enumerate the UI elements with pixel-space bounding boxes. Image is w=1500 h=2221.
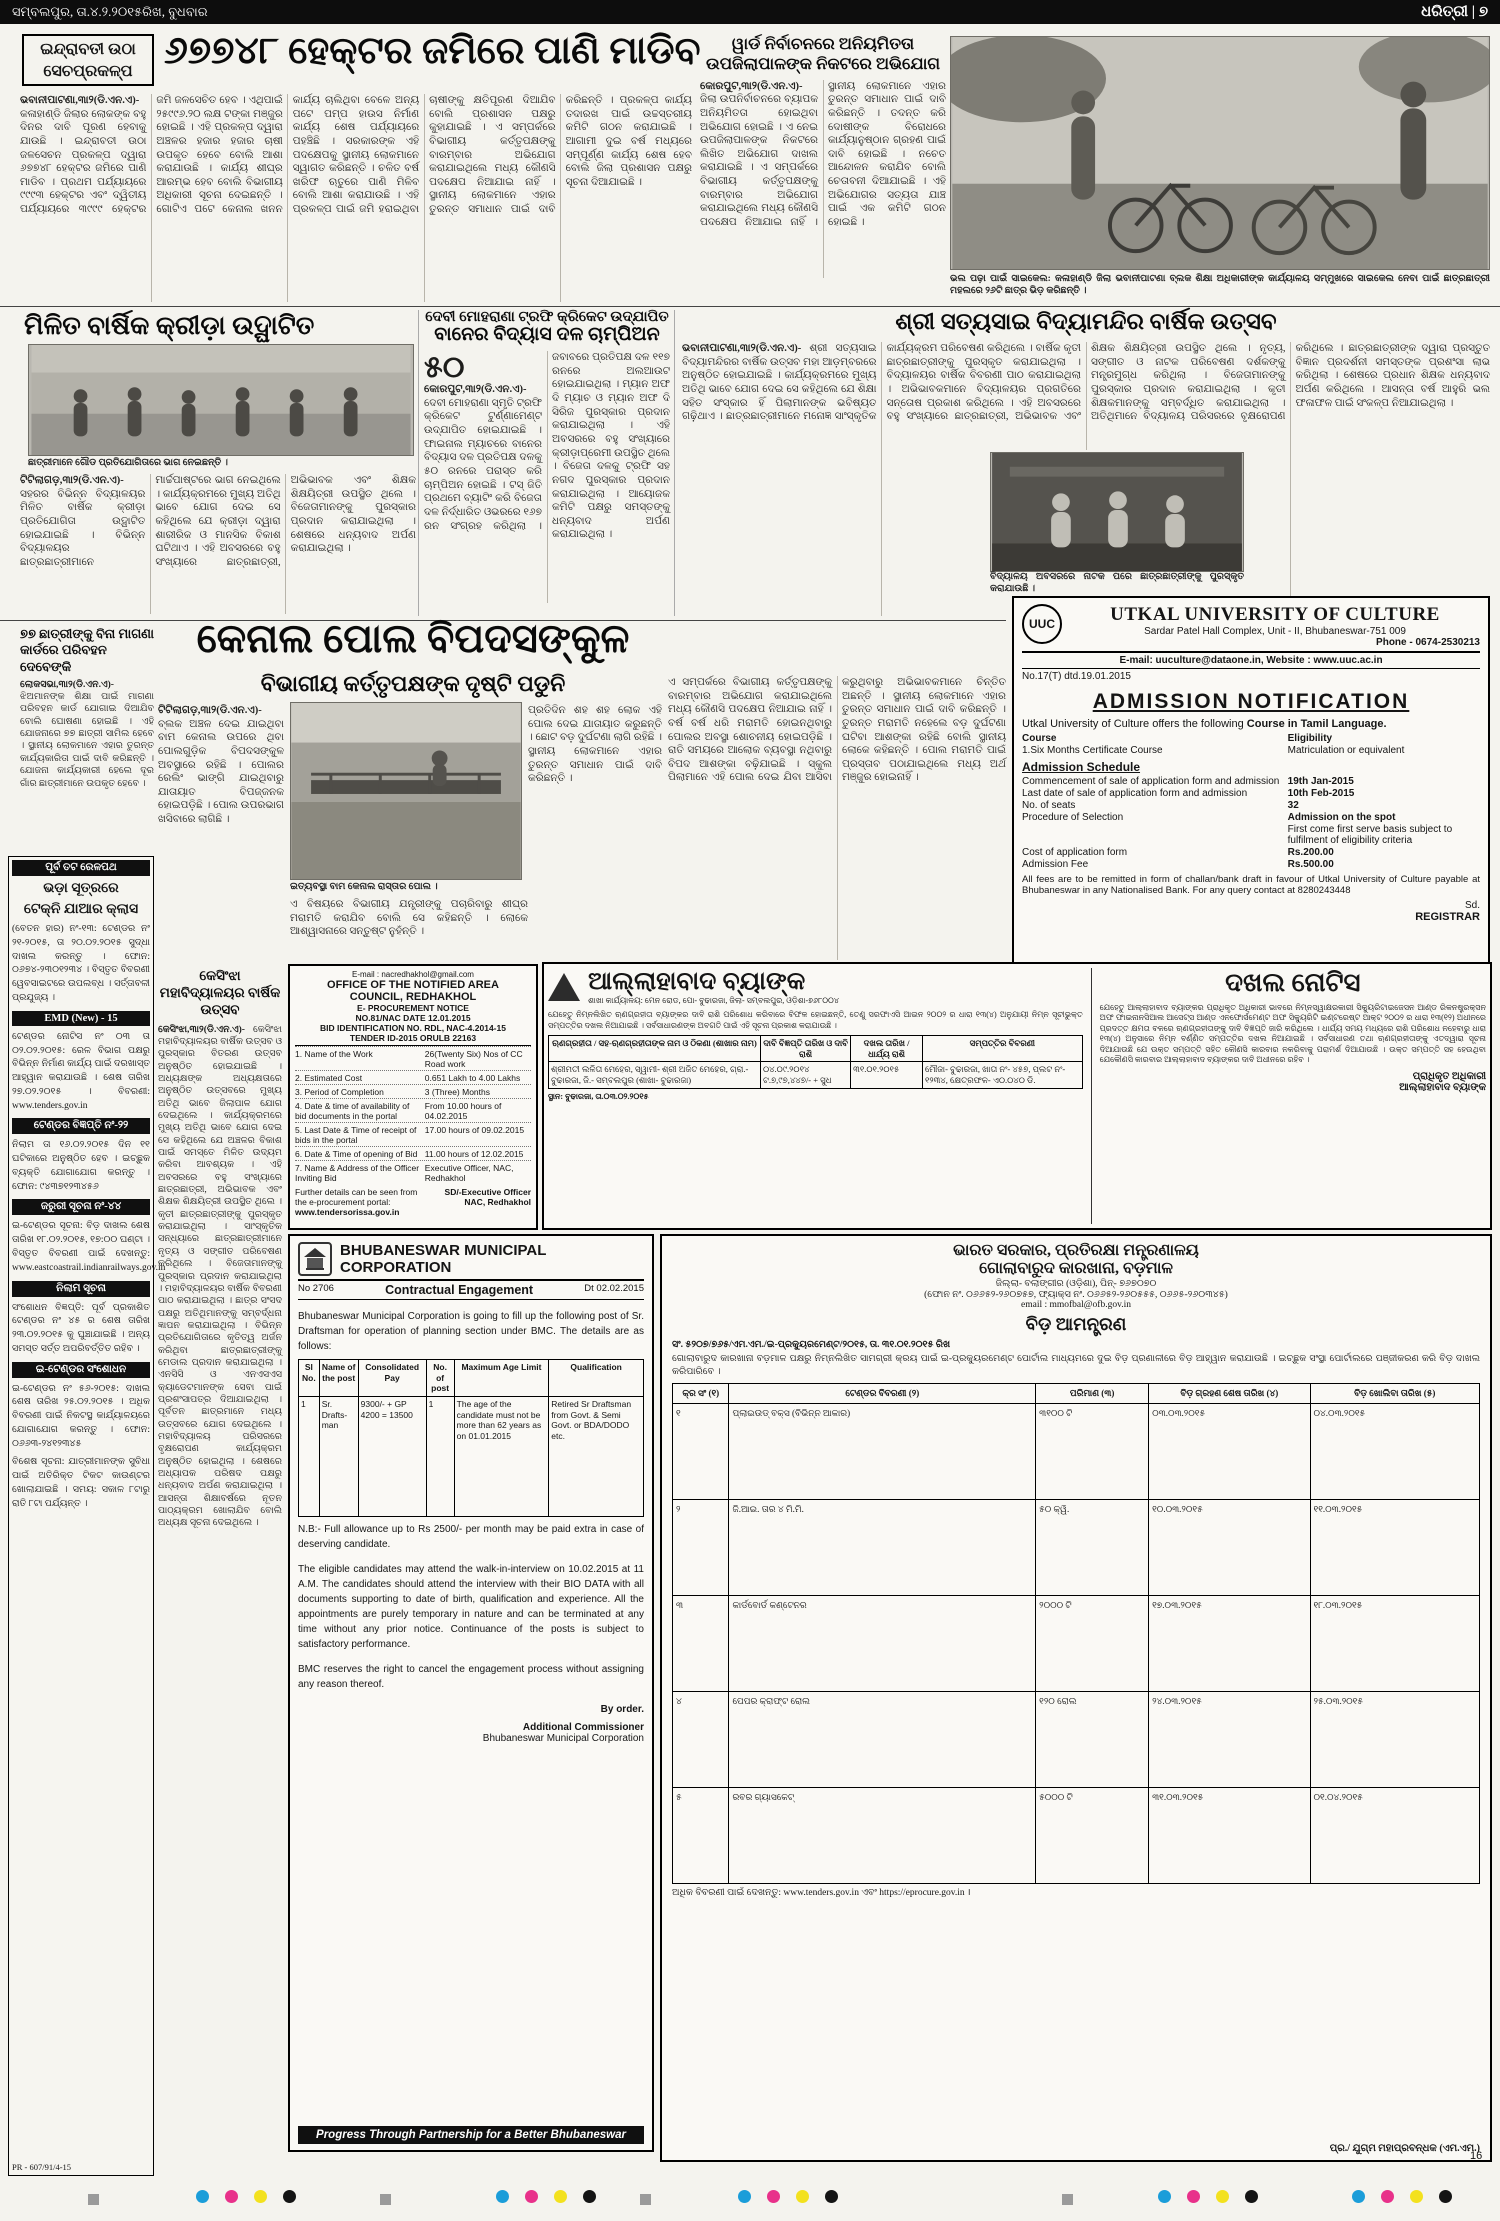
gov-cell: ଜି.ଆଇ. ତାର ୪ ମି.ମି. bbox=[729, 1499, 1036, 1595]
nac-item-label: 6. Date & Time of opening of Bid bbox=[295, 1148, 418, 1159]
gov-cell: ୨୪.୦୩.୨୦୧୫ bbox=[1149, 1691, 1310, 1787]
reg-dot-cyan bbox=[738, 2190, 751, 2203]
nac-item-value: 0.651 Lakh to 4.00 Lakhs bbox=[424, 1072, 521, 1083]
classified-header-bar: ଜରୁରୀ ସୂଚନା ନଂ-୪୪ bbox=[12, 1199, 150, 1215]
university-logo-icon: UUC bbox=[1022, 604, 1062, 644]
bmc-table-header-row bbox=[299, 1360, 644, 1397]
sports-body-text: ସହରର ବିଭିନ୍ନ ବିଦ୍ୟାଳୟର ମିଳିତ ବାର୍ଷିକ କ୍ରୀଡ଼ା ପ୍ରତିଯୋଗିତା ଉଦ୍ଘାଟିତ ହୋଇଯାଇଛି । ବିଭିନ୍ନ ବିଦ୍ୟାଳୟର ଛାତ୍ରଛାତ୍ରୀମାନେ ମାର୍ଚ୍ଚପାଷ୍ଟରେ ଭାଗ ନେଇଥିଲେ । କାର୍ଯ୍ୟକ୍ରମରେ ମୁଖ୍ୟ ଅତିଥି ଭାବେ ଯୋଗ ଦେଇ ସେ କହିଥିଲେ ଯେ କ୍ରୀଡ଼ା ଦ୍ୱାରା ଶାରୀରିକ ଓ ମାନସିକ ବିକାଶ ଘଟିଥାଏ । ଏହି ଅବସରରେ ବହୁ ସଂଖ୍ୟାରେ ଛାତ୍ରଛାତ୍ରୀ, ଅଭିଭାବକ ଏବଂ ଶିକ୍ଷକ ଶିକ୍ଷୟିତ୍ରୀ ଉପସ୍ଥିତ ଥିଲେ । ବିଜେତାମାନଙ୍କୁ ପୁରସ୍କାର ପ୍ରଦାନ କରାଯାଇଥିଲା । ଶେଷରେ ଧନ୍ୟବାଦ ଅର୍ପଣ କରାଯାଇଥିଲା । bbox=[20, 475, 416, 568]
nac-sign-line2: NAC, Redhakhol bbox=[464, 1197, 531, 1207]
schedule-value: First come first serve basis subject to fulfilment of eligibility criteria bbox=[1287, 824, 1453, 846]
sports-headline: ମିଳିତ ବାର୍ଷିକ କ୍ରୀଡ଼ା ଉଦ୍ଘାଟିତ bbox=[24, 311, 315, 340]
nac-item-row bbox=[295, 1070, 531, 1084]
photo-canal-bridge-art bbox=[291, 703, 521, 879]
girls-body-text: ଝିଅମାନଙ୍କ ଶିକ୍ଷା ପାଇଁ ମାଗଣା ପରିବହନ କାର୍ଡ ଯୋଗାଇ ଦିଆଯିବ ବୋଲି ଘୋଷଣା ହୋଇଛି । ଏହି ଯୋଜନାରେ ୭୭ ଛାତ୍ରୀ ସାମିଲ ହେବେ । ସ୍ଥାନୀୟ ଲୋକମାନେ ଏହାର ତୁରନ୍ତ କାର୍ଯ୍ୟକାରିତା ପାଇଁ ଦାବି କରିଛନ୍ତି । ଯୋଜନା କାର୍ଯ୍ୟକାରୀ ହେଲେ ଦୂର ଗାଁର ଛାତ୍ରୀମାନେ ଉପକୃତ ହେବେ । bbox=[20, 692, 154, 789]
bmc-emblem-icon bbox=[298, 1242, 332, 1276]
bmc-post-table bbox=[298, 1359, 644, 1517]
ordnance-factory-notice bbox=[660, 1234, 1492, 2162]
color-registration-marks bbox=[496, 2190, 596, 2203]
gov-cell: ୦୩.୦୩.୨୦୧୫ bbox=[1149, 1403, 1310, 1499]
reg-dot-yellow bbox=[1216, 2190, 1229, 2203]
classified-header-bar: ନିଲାମ ସୂଚନା bbox=[12, 1281, 150, 1297]
classified-ad: ବିଶେଷ ସୂଚନା: ଯାତ୍ରୀମାନଙ୍କ ସୁବିଧା ପାଇଁ ଅତିରିକ୍ତ ଟିକଟ କାଉଣ୍ଟର ଖୋଲାଯାଇଛି । ସମୟ: ସକାଳ ୮ଟାରୁ ରାତି ୮ଟା ପର୍ଯ୍ୟନ୍ତ । bbox=[12, 1457, 150, 1509]
classified-header-bar: ଇ-ଟେଣ୍ଡର ସଂଶୋଧନ bbox=[12, 1362, 150, 1378]
reg-square bbox=[640, 2192, 651, 2210]
schedule-label: Last date of sale of application form and admission bbox=[1022, 788, 1248, 799]
gov-cell: ୪ bbox=[673, 1691, 729, 1787]
gov-intro: ଗୋଲାବାରୁଦ କାରଖାନା ବଡ଼ମାଳ ପକ୍ଷରୁ ନିମ୍ନଲିଖିତ ସାମଗ୍ରୀ କ୍ରୟ ପାଇଁ ଇ-ପ୍ରକ୍ୟୁରମେଣ୍ଟ ପୋର୍ଟାଲ ମାଧ୍ୟମରେ ଦୁଇ ବିଡ଼ ପ୍ରଣାଳୀରେ ବିଡ଼ ଆହ୍ୱାନ କରାଯାଉଛି । ଇଚ୍ଛୁକ ସଂସ୍ଥା ପୋର୍ଟାଲରେ ପଞ୍ଜୀକରଣ କରି ବିଡ଼ ଦାଖଲ କରିପାରିବେ । bbox=[672, 1354, 1480, 1378]
bmc-by-order: By order. bbox=[600, 1703, 644, 1715]
gov-tender-table bbox=[672, 1383, 1480, 1884]
bmc-nb-note: N.B:- Full allowance up to Rs 2500/- per month may be paid extra in case of deserving candidate. bbox=[298, 1523, 644, 1550]
gov-header-line2: ଗୋଲାବାରୁଦ କାରଖାନା, ବଡ଼ମାଳ bbox=[979, 1260, 1173, 1277]
photo-canal-bridge bbox=[290, 702, 522, 880]
utkal-intro-pre: Utkal University of Culture offers the following bbox=[1022, 718, 1244, 730]
classified-header-bar: ପୂର୍ବ ତଟ ରେଳପଥ bbox=[12, 860, 150, 876]
bmc-table-data-row bbox=[299, 1396, 644, 1516]
reg-dot-black bbox=[825, 2190, 838, 2203]
bank-logo-icon bbox=[548, 973, 580, 1001]
gov-col-close-date: ବିଡ଼ ଗ୍ରହଣ ଶେଷ ତାରିଖ (୪) bbox=[1149, 1383, 1310, 1403]
kesinga-article bbox=[158, 968, 282, 2158]
sports-body bbox=[20, 474, 416, 614]
utkal-sd: Sd. bbox=[1464, 900, 1480, 911]
nac-tender-id: TENDER ID-2015 ORULB 22163 bbox=[295, 1033, 531, 1046]
color-registration-marks bbox=[196, 2190, 296, 2203]
bmc-intro: Bhubaneswar Municipal Corporation is going to fill up the following post of Sr. Draftsman for operation of planning section under BMC. The details are as follows: bbox=[298, 1311, 644, 1352]
reg-dot-yellow bbox=[796, 2190, 809, 2203]
university-name: UTKAL UNIVERSITY OF CULTURE bbox=[1110, 604, 1440, 625]
photo-sports-march-art bbox=[29, 345, 413, 455]
cricket-body bbox=[424, 351, 670, 603]
cricket-dateline: କୋରପୁଟ,୩ା୨(ଡି.ଏନ.ଏ)- bbox=[424, 384, 527, 396]
sai-dateline: ଭବାନୀପାଟଣା,୩ା୨(ଡି.ଏନ.ଏ)- bbox=[682, 343, 802, 354]
bank-col-possession-date: ଦଖଲ ତାରିଖ / ଧାର୍ଯ୍ୟ ରାଶି bbox=[851, 1036, 923, 1062]
canal-subhead: ବିଭାଗୀୟ କର୍ତ୍ତୃପକ୍ଷଙ୍କ ଦୃଷ୍ଟି ପଡୁନି bbox=[260, 671, 566, 696]
page-header-bar bbox=[0, 0, 1500, 24]
photo-sai-stage-art bbox=[991, 453, 1243, 571]
photo-cycle-distribution bbox=[950, 36, 1490, 270]
bank-possession-table bbox=[548, 1035, 1083, 1089]
schedule-label: No. of seats bbox=[1022, 800, 1076, 811]
color-registration-marks bbox=[1352, 2190, 1452, 2203]
lead-dateline: ଭବାନୀପାଟଣା,୩ା୨(ଡି.ଏନ.ଏ)- bbox=[20, 95, 140, 106]
girls-body bbox=[20, 679, 154, 790]
bmc-cell-sl: 1 bbox=[299, 1396, 320, 1516]
bmc-col-pay: Consolidated Pay bbox=[358, 1360, 426, 1397]
bank-cell-property: ମୌଜା- ବୁଢାରଜା, ଖାତା ନଂ- ୪୫୭, ପ୍ଲଟ ନଂ- ୧୨୩୪, କ୍ଷେତ୍ରଫଳ- ଏ୦.୦୪୦ ଡି. bbox=[922, 1062, 1082, 1088]
page-number: ୭ bbox=[1478, 4, 1488, 20]
reg-dot-magenta bbox=[1187, 2190, 1200, 2203]
bmc-col-qualification: Qualification bbox=[549, 1360, 644, 1397]
bmc-col-age: Maximum Age Limit bbox=[454, 1360, 549, 1397]
lead-kicker bbox=[22, 34, 154, 86]
schedule-row bbox=[1022, 847, 1480, 858]
bmc-name: BHUBANESWAR MUNICIPAL CORPORATION bbox=[340, 1242, 547, 1276]
bank-col-borrower: ଋଣଗ୍ରହୀତା / ସହ-ଋଣଗ୍ରହୀତାଙ୍କ ନାମ ଓ ଠିକଣା (ଶାଖାର ନାମ) bbox=[549, 1036, 761, 1062]
nac-item-label: 7. Name & Address of the Officer Inviting Bid bbox=[295, 1162, 420, 1183]
nac-footer-text: Further details can be seen from the e-procurement portal: bbox=[295, 1187, 418, 1207]
schedule-label bbox=[1022, 824, 1288, 846]
reg-dot-black bbox=[1439, 2190, 1452, 2203]
reg-dot-cyan bbox=[496, 2190, 509, 2203]
canal-body-left bbox=[158, 704, 284, 960]
nac-item-row bbox=[295, 1160, 531, 1184]
side-article-headline: ୱାର୍ଡ ନିର୍ବାଚନରେ ଅନିୟମିତତା ଉପଜିଲାପାଳଙ୍କ ନିକଟରେ ଅଭିଯୋଗ bbox=[705, 34, 941, 73]
classified-ad: ଟେଣ୍ଡର ନୋଟିସ ନଂ ୦୩ ତା ୦୨.୦୨.୨୦୧୫: ରେଳ ବିଭାଗ ପକ୍ଷରୁ ବିଭିନ୍ନ ନିର୍ମାଣ କାର୍ଯ୍ୟ ପାଇଁ ଦରଖାସ୍ତ ଆହ୍ୱାନ କରାଯାଉଛି । ଶେଷ ତାରିଖ ୨୭.୦୨.୨୦୧୫ । ବିବରଣୀ: www.tenders.gov.in bbox=[12, 1031, 150, 1111]
bank-branch-address: ଶାଖା କାର୍ଯ୍ୟାଳୟ: ମେନ ରୋଡ, ପୋ- ବୁଢାରଜା, ଜିଲା- ସମ୍ବଲପୁର, ଓଡ଼ିଶା-୭୬୮୦୦୪ bbox=[588, 996, 839, 1005]
gov-cell: ୨ bbox=[673, 1499, 729, 1595]
nac-bid-id: BID IDENTIFICATION NO. RDL, NAC-4.2014-15 bbox=[320, 1023, 506, 1033]
bank-table-header-row bbox=[549, 1036, 1083, 1062]
bank-cell-possession-date: ୩୧.୦୧.୨୦୧୫ bbox=[851, 1062, 923, 1088]
schedule-label: Admission Fee bbox=[1022, 859, 1089, 870]
classifieds-column bbox=[8, 856, 166, 2176]
cricket-headline-main: ବାନେର ବିଦ୍ୟାସ ଦଳ ଚାମ୍ପିଅନ bbox=[434, 324, 660, 346]
lead-kicker-line1: ଇନ୍ଦ୍ରାବତୀ ଉଠା bbox=[40, 41, 136, 58]
university-phone: Phone - 0674-2530213 bbox=[1376, 637, 1480, 648]
photo-sports-caption: ଛାତ୍ରୀମାନେ ଗୌଡ ପ୍ରତିଯୋଗିତାରେ ଭାଗ ନେଇଛନ୍ତି । bbox=[28, 458, 228, 468]
masthead bbox=[1421, 3, 1488, 21]
registrar-signature: REGISTRAR bbox=[1415, 911, 1480, 923]
girls-headline: ୭୭ ଛାତ୍ରୀଙ୍କୁ ବିନା ମାଗଣା କାର୍ଡରେ ପରିବହନ ଦେବେଙ୍କି bbox=[20, 626, 154, 674]
gov-cell: ୩୧୦୦ ଟି bbox=[1036, 1403, 1149, 1499]
dateline: ସମ୍ବଲପୁର, ତା.୪.୨.୨୦୧୫ରିଖ, ବୁଧବାର bbox=[12, 4, 208, 19]
gov-cell: ୦୪.୦୩.୨୦୧୫ bbox=[1310, 1403, 1480, 1499]
bmc-notice-date: Dt 02.02.2015 bbox=[584, 1283, 644, 1294]
nac-item-row bbox=[295, 1084, 531, 1098]
nac-item-row bbox=[295, 1146, 531, 1160]
masthead-title: ଧରିତ୍ରୀ bbox=[1421, 4, 1468, 20]
photo-sai-caption: ବିଦ୍ୟାଳୟ ଅବସରରେ ନାଟକ ପରେ ଛାତ୍ରଛାତ୍ରୀଙ୍କୁ ପୁରସ୍କୃତ କରାଯାଉଛି । bbox=[990, 572, 1244, 594]
kesinga-headline: କେସିଂଝା ମହାବିଦ୍ୟାଳୟର ବାର୍ଷିକ ଉତ୍ସବ bbox=[159, 968, 281, 1017]
photo-sai-stage bbox=[990, 452, 1244, 572]
bmc-paragraph-rights: BMC reserves the right to cancel the engagement process without assigning any reason thereof. bbox=[298, 1663, 644, 1690]
gov-cell: ୫ bbox=[673, 1787, 729, 1883]
gov-header-line1: ଭାରତ ସରକାର, ପ୍ରତିରକ୍ଷା ମନ୍ତ୍ରଣାଳୟ bbox=[953, 1242, 1199, 1259]
bmc-col-post: Name of the post bbox=[319, 1360, 358, 1397]
utkal-ref-no: No.17(T) dtd.19.01.2015 bbox=[1022, 671, 1131, 682]
reg-dot-cyan bbox=[196, 2190, 209, 2203]
schedule-value: Rs.500.00 bbox=[1287, 859, 1334, 870]
nac-item-label: 4. Date & time of availability of bid documents in the portal bbox=[295, 1100, 410, 1121]
gov-cell: ୧୦.୦୩.୨୦୧୫ bbox=[1149, 1499, 1310, 1595]
cricket-body-text: ଦେବୀ ମୋହରାଣା ସ୍ମୃତି ଟ୍ରଫି କ୍ରିକେଟ ଟୁର୍ଣ୍ଣାମେଣ୍ଟ ଉଦ୍ଯାପିତ ହୋଇଯାଇଛି । ଫାଇନାଲ ମ୍ୟାଚରେ ବାନେର ବିଦ୍ୟାସ ଦଳ ପ୍ରତିପକ୍ଷ ଦଳକୁ ୫୦ ରନରେ ପରାସ୍ତ କରି ଚାମ୍ପିଅନ ହୋଇଛି । ଟସ୍ ଜିତି ପ୍ରଥମେ ବ୍ୟାଟିଂ କରି ବିଜେତା ଦଳ ନିର୍ଦ୍ଧାରିତ ଓଭରରେ ୧୬୭ ରନ ସଂଗ୍ରହ କରିଥିଲା । ଜବାବରେ ପ୍ରତିପକ୍ଷ ଦଳ ୧୧୭ ରନରେ ଅଲଆଉଟ ହୋଇଯାଇଥିଲା । ମ୍ୟାନ ଅଫ ଦି ମ୍ୟାଚ ଓ ମ୍ୟାନ ଅଫ ଦି ସିରିଜ ପୁରସ୍କାର ପ୍ରଦାନ କରାଯାଇଥିଲା । ଏହି ଅବସରରେ ବହୁ ସଂଖ୍ୟାରେ କ୍ରୀଡ଼ାପ୍ରେମୀ ଉପସ୍ଥିତ ଥିଲେ । ବିଜେତା ଦଳକୁ ଟ୍ରଫି ସହ ନଗଦ ପୁରସ୍କାର ପ୍ରଦାନ କରାଯାଇଥିଲା । ଆୟୋଜକ କମିଟି ପକ୍ଷରୁ ସମସ୍ତଙ୍କୁ ଧନ୍ୟବାଦ ଅର୍ପଣ କରାଯାଇଥିଲା । bbox=[424, 352, 670, 541]
schedule-value: 32 bbox=[1287, 800, 1299, 811]
course-eligibility: Matriculation or equivalent bbox=[1287, 745, 1405, 756]
side-article-body-text: ଜିଲା ଉପନିର୍ବାଚନରେ ବ୍ୟାପକ ଅନିୟମିତତା ହୋଇଥିବା ଅଭିଯୋଗ ହୋଇଛି । ଏ ନେଇ ଉପଜିଲାପାଳଙ୍କ ନିକଟରେ ଲିଖିତ ଅଭିଯୋଗ ଦାଖଲ କରାଯାଇଛି । ଏ ସମ୍ପର୍କରେ ବିଭାଗୀୟ କର୍ତ୍ତୃପକ୍ଷଙ୍କୁ ବାରମ୍ବାର ଅଭିଯୋଗ କରାଯାଇଥିଲେ ମଧ୍ୟ କୌଣସି ପଦକ୍ଷେପ ନିଆଯାଇ ନାହିଁ । ସ୍ଥାନୀୟ ଲୋକମାନେ ଏହାର ତୁରନ୍ତ ସମାଧାନ ପାଇଁ ଦାବି କରିଛନ୍ତି । ତଦନ୍ତ କରି ଦୋଷୀଙ୍କ ବିରୋଧରେ କାର୍ଯ୍ୟାନୁଷ୍ଠାନ ଗ୍ରହଣ ପାଇଁ ଦାବି ହୋଇଛି । ନଚେତ ଆନ୍ଦୋଳନ କରାଯିବ ବୋଲି ଚେତାବନୀ ଦିଆଯାଇଛି । ଏହି ଅଭିଯୋଗର ସତ୍ୟତା ଯାଞ୍ଚ ପାଇଁ ଏକ କମିଟି ଗଠନ ହୋଇଛି । bbox=[700, 80, 946, 228]
schedule-row bbox=[1022, 824, 1480, 846]
gov-cell: ୧୮.୦୩.୨୦୧୫ bbox=[1310, 1595, 1480, 1691]
lead-kicker-line2: ସେଚପ୍ରକଳ୍ପ bbox=[43, 62, 133, 80]
gov-cell: ୧୭.୦୩.୨୦୧୫ bbox=[1149, 1595, 1310, 1691]
gov-header-line3: ଜିଲ୍ଲା- ବଲାଙ୍ଗୀର (ଓଡ଼ିଶା), ପିନ୍- ୭୬୭୦୭୦ bbox=[995, 1279, 1157, 1289]
photo-sports-march bbox=[28, 344, 414, 456]
photo-cycle-caption: ଭଲ ପଢ଼ା ପାଇଁ ସାଇକେଲ: କଳାହାଣ୍ଡି ଜିଲା ଭବାନୀପାଟଣା ବ୍ଲକ ଶିକ୍ଷା ଅଧିକାରୀଙ୍କ କାର୍ଯ୍ୟାଳୟ ସମ୍ମୁଖରେ ସାଇକେଲ ନେବା ପାଇଁ ଛାତ୍ରଛାତ୍ରୀ ମହଲରେ ୨୬ଟି ଛାତ୍ର ଭିଡ଼ କରିଛନ୍ତି । bbox=[950, 274, 1490, 296]
gov-cell: ପ୍ଲାଇଉଡ୍ ବକ୍ସ (ବିଭିନ୍ନ ଆକାର) bbox=[729, 1403, 1036, 1499]
classified-ad: (ବେତନ ହାର) ନଂ-୧୩: ଟେଣ୍ଡର ନଂ ୨୧-୨୦୧୫, ତା ୨୦.୦୨.୨୦୧୫ ସୁଦ୍ଧା ଦାଖଲ କରନ୍ତୁ । ଫୋନ: ୦୬୭୪-୨୩୦୧୨୩୪ । ବିସ୍ତୃତ ବିବରଣୀ ୱେବସାଇଟରେ ଉପଲବ୍ଧ । ସର୍ତ୍ତାବଳୀ ପ୍ରଯୁଜ୍ୟ । bbox=[12, 924, 150, 1004]
nac-item-label: 2. Estimated Cost bbox=[295, 1072, 363, 1083]
university-email-web: E-mail: uuculture@dataone.in, Website : www.uuc.ac.in bbox=[1022, 653, 1480, 669]
girls-dateline: ଲୋକସଭା,୩ା୨(ଡି.ଏନ.ଏ)- bbox=[20, 679, 114, 690]
classified-ad: ଇ-ଟେଣ୍ଡର ନଂ ୫୬-୨୦୧୫: ଦାଖଲ ଶେଷ ତାରିଖ ୨୫.୦୨.୨୦୧୫ । ଅଧିକ ବିବରଣୀ ପାଇଁ ନିକଟସ୍ଥ କାର୍ଯ୍ୟାଳୟରେ ଯୋଗାଯୋଗ କରନ୍ତୁ । ଫୋନ: ୦୬୬୩-୨୪୧୨୩୪୫ bbox=[12, 1383, 150, 1449]
gov-col-open-date: ବିଡ଼ ଖୋଲିବା ତାରିଖ (୫) bbox=[1310, 1383, 1480, 1403]
gov-table-row bbox=[673, 1595, 1480, 1691]
possession-notice-title: ଦଖଲ ନୋଟିସ bbox=[1225, 968, 1361, 997]
side-article-body bbox=[700, 80, 946, 278]
nac-item-row bbox=[295, 1098, 531, 1122]
nac-portal-url: www.tendersorissa.gov.in bbox=[295, 1207, 400, 1217]
classified-ad: ସଂଶୋଧନ ବିଜ୍ଞପ୍ତି: ପୂର୍ବ ପ୍ରକାଶିତ ଟେଣ୍ଡର ନଂ ୪୫ ର ଶେଷ ତାରିଖ ୨୩.୦୨.୨୦୧୫ କୁ ଘୁଞ୍ଚାଯାଇଛି । ଅନ୍ୟ ସମସ୍ତ ସର୍ତ୍ତ ଅପରିବର୍ତ୍ତିତ ରହିବ । bbox=[12, 1302, 150, 1354]
cricket-article bbox=[424, 310, 670, 616]
utkal-ad-header bbox=[1022, 604, 1480, 653]
reg-square bbox=[88, 2192, 99, 2210]
reg-dot-cyan bbox=[1352, 2190, 1365, 2203]
bank-sign-line1: ପ୍ରାଧିକୃତ ଅଧିକାରୀ bbox=[1412, 1071, 1486, 1083]
bmc-sign-line1: Additional Commissioner bbox=[522, 1721, 644, 1733]
schedule-row bbox=[1022, 776, 1480, 787]
utkal-intro bbox=[1022, 718, 1480, 730]
sai-body-text: ଶ୍ରୀ ସତ୍ୟସାଇ ବିଦ୍ୟାମନ୍ଦିରର ବାର୍ଷିକ ଉତ୍ସବ ମହା ଆଡ଼ମ୍ବରରେ ଅନୁଷ୍ଠିତ ହୋଇଯାଇଛି । କାର୍ଯ୍ୟକ୍ରମରେ ମୁଖ୍ୟ ଅତିଥି ଭାବେ ଯୋଗ ଦେଇ ସେ କହିଥିଲେ ଯେ ଶିକ୍ଷା ସହିତ ସଂସ୍କାର ହିଁ ପିଲାମାନଙ୍କ ଭବିଷ୍ୟତ ଗଢ଼ିଥାଏ । ଛାତ୍ରଛାତ୍ରୀମାନେ ମନୋଜ୍ଞ ସାଂସ୍କୃତିକ କାର୍ଯ୍ୟକ୍ରମ ପରିବେଷଣ କରିଥିଲେ । ବାର୍ଷିକ କୃତୀ ଛାତ୍ରଛାତ୍ରୀଙ୍କୁ ପୁରସ୍କୃତ କରାଯାଇଥିଲା । ବିଦ୍ୟାଳୟର ବାର୍ଷିକ ବିବରଣୀ ପାଠ କରାଯାଇଥିଲା । ଅଭିଭାବକମାନେ ବିଦ୍ୟାଳୟର ପ୍ରଗତିରେ ସନ୍ତୋଷ ପ୍ରକାଶ କରିଥିଲେ । ଏହି ଅବସରରେ ବହୁ ସଂଖ୍ୟାରେ ଛାତ୍ରଛାତ୍ରୀ, ଅଭିଭାବକ ଏବଂ ଶିକ୍ଷକ ଶିକ୍ଷୟିତ୍ରୀ ଉପସ୍ଥିତ ଥିଲେ । ନୃତ୍ୟ, ସଙ୍ଗୀତ ଓ ନାଟକ ପରିବେଷଣ ଦର୍ଶକଙ୍କୁ ମନ୍ତ୍ରମୁଗ୍ଧ କରିଥିଲା । ବିଜେତାମାନଙ୍କୁ ପୁରସ୍କାର ପ୍ରଦାନ କରାଯାଇଥିଲା । କୃତୀ ଶିକ୍ଷକମାନଙ୍କୁ ସମ୍ବର୍ଦ୍ଧିତ କରାଯାଇଥିଲା । ଅତିଥିମାନେ ବିଦ୍ୟାଳୟ ପରିସରରେ ବୃକ୍ଷରୋପଣ କରିଥିଲେ । ଛାତ୍ରଛାତ୍ରୀଙ୍କ ଦ୍ୱାରା ପ୍ରସ୍ତୁତ ବିଜ୍ଞାନ ପ୍ରଦର୍ଶନୀ ସମସ୍ତଙ୍କ ପ୍ରଶଂସା ଲାଭ କରିଥିଲା । ଶେଷରେ ପ୍ରଧାନ ଶିକ୍ଷକ ଧନ୍ୟବାଦ ଅର୍ପଣ କରିଥିଲେ । ଆସନ୍ତା ବର୍ଷ ଆହୁରି ଭଲ ଫଳାଫଳ ପାଇଁ ସଂକଳ୍ପ ନିଆଯାଇଥିଲା । bbox=[682, 343, 1490, 423]
bank-table-data-row bbox=[549, 1062, 1083, 1088]
bank-cell-borrower: ଶ୍ରୀମତୀ ଲଳିତା ମେହେର, ସ୍ୱାମୀ- ଶ୍ରୀ ଅଜିତ ମେହେର, ଗ୍ରା.- ବୁଢାରଜା, ଜି.- ସମ୍ବଲପୁର (ଶାଖା- ବୁଢାରଜା) bbox=[549, 1062, 761, 1088]
bid-invitation-title: ବିଡ଼ ଆମନ୍ତ୍ରଣ bbox=[1025, 1314, 1127, 1334]
bmc-cell-pay: 9300/- + GP 4200 = 13500 bbox=[358, 1396, 426, 1516]
bottom-page-number: 16 bbox=[1470, 2150, 1483, 2162]
sports-dateline: ଟିଟିଲାଗଡ଼,୩ା୨(ଡି.ଏନ.ଏ)- bbox=[20, 475, 124, 486]
gov-cell: ୫୦୦୦ ଟି bbox=[1036, 1787, 1149, 1883]
reg-square bbox=[1062, 2192, 1073, 2210]
bank-intro-paragraph: ଯେହେତୁ ନିମ୍ନଲିଖିତ ଋଣଗ୍ରହୀତା ବ୍ୟାଙ୍କର ଦାବି ରାଶି ପରିଶୋଧ କରିବାରେ ବିଫଳ ହୋଇଛନ୍ତି, ତେଣୁ ସରଫାଏସି ଆଇନ ୨୦୦୨ ର ଧାରା ୧୩(୪) ଅନୁଯାୟୀ ନିମ୍ନ ସୂଚୀଭୁକ୍ତ ସମ୍ପତ୍ତିର ଦଖଲ ନିଆଯାଇଛି । ସର୍ବସାଧାରଣଙ୍କ ଅବଗତି ପାଇଁ ଏହି ସୂଚନା ପ୍ରକାଶ କରାଯାଉଛି । bbox=[548, 1010, 1083, 1030]
schedule-row bbox=[1022, 859, 1480, 870]
canal-dateline: ଟିଟିଲାଗଡ଼,୩ା୨(ଡି.ଏନ.ଏ)- bbox=[158, 705, 262, 716]
utkal-university-ad bbox=[1012, 596, 1490, 964]
nac-item-label: 3. Period of Completion bbox=[295, 1086, 384, 1097]
bmc-cell-post: Sr. Drafts- man bbox=[319, 1396, 358, 1516]
bmc-col-count: No. of post bbox=[426, 1360, 454, 1397]
gov-table-row bbox=[673, 1499, 1480, 1595]
bank-sign-line2: ଆଲ୍ଲାହାବାଦ ବ୍ୟାଙ୍କ bbox=[1399, 1082, 1486, 1094]
gov-col-desc: ଟେଣ୍ଡର ବିବରଣୀ (୨) bbox=[729, 1383, 1036, 1403]
bmc-col-sl: Sl No. bbox=[299, 1360, 320, 1397]
nac-footer-note bbox=[295, 1187, 425, 1217]
schedule-row bbox=[1022, 800, 1480, 811]
bank-col-demand: ଦାବି ବିଜ୍ଞପ୍ତି ତାରିଖ ଓ ଦାବି ରାଶି bbox=[760, 1036, 850, 1062]
gov-col-sl: କ୍ର ସଂ (୧) bbox=[673, 1383, 729, 1403]
bmc-notice bbox=[288, 1234, 654, 2152]
kesinga-body-text: କେସିଂଝା ମହାବିଦ୍ୟାଳୟର ବାର୍ଷିକ ଉତ୍ସବ ଓ ପୁରସ୍କାର ବିତରଣ ଉତ୍ସବ ଅନୁଷ୍ଠିତ ହୋଇଯାଇଛି । ଅଧ୍ୟକ୍ଷଙ୍କ ଅଧ୍ୟକ୍ଷତାରେ ଅନୁଷ୍ଠିତ ଉତ୍ସବରେ ମୁଖ୍ୟ ଅତିଥି ଭାବେ ଜିଲାପାଳ ଯୋଗ ଦେଇଥିଲେ । କାର୍ଯ୍ୟକ୍ରମରେ ମୁଖ୍ୟ ଅତିଥି ଭାବେ ଯୋଗ ଦେଇ ସେ କହିଥିଲେ ଯେ ଅଞ୍ଚଳର ବିକାଶ ପାଇଁ ସମସ୍ତେ ମିଳିତ ଉଦ୍ୟମ କରିବା ଆବଶ୍ୟକ । ଏହି ଅବସରରେ ବହୁ ସଂଖ୍ୟାରେ ଛାତ୍ରଛାତ୍ରୀ, ଅଭିଭାବକ ଏବଂ ଶିକ୍ଷକ ଶିକ୍ଷୟିତ୍ରୀ ଉପସ୍ଥିତ ଥିଲେ । କୃତୀ ଛାତ୍ରଛାତ୍ରୀଙ୍କୁ ପୁରସ୍କୃତ କରାଯାଇଥିଲା । ସାଂସ୍କୃତିକ ସନ୍ଧ୍ୟାରେ ଛାତ୍ରଛାତ୍ରୀମାନେ ନୃତ୍ୟ ଓ ସଙ୍ଗୀତ ପରିବେଷଣ କରିଥିଲେ । ବିଜେତାମାନଙ୍କୁ ପୁରସ୍କାର ପ୍ରଦାନ କରାଯାଇଥିଲା । ମହାବିଦ୍ୟାଳୟର ବାର୍ଷିକ ବିବରଣୀ ପାଠ କରାଯାଇଥିଲା । ଛାତ୍ର ସଂସଦ ପକ୍ଷରୁ ଅତିଥିମାନଙ୍କୁ ସମ୍ବର୍ଦ୍ଧନା ଜ୍ଞାପନ କରାଯାଇଥିଲା । ବିଭିନ୍ନ ପ୍ରତିଯୋଗିତାରେ କୃତିତ୍ୱ ଅର୍ଜନ କରିଥିବା ଛାତ୍ରଛାତ୍ରୀଙ୍କୁ ମେଡାଲ ପ୍ରଦାନ କରାଯାଇଥିଲା । ଏନସିସି ଓ ଏନଏସଏସ କ୍ୟାଡେଟମାନଙ୍କ ସେବା ପାଇଁ ପ୍ରଶଂସାପତ୍ର ଦିଆଯାଇଥିଲା । ପୂର୍ବତନ ଛାତ୍ରମାନେ ମଧ୍ୟ ଉତ୍ସବରେ ଯୋଗ ଦେଇଥିଲେ । ମହାବିଦ୍ୟାଳୟ ପରିସରରେ ବୃକ୍ଷରୋପଣ କାର୍ଯ୍ୟକ୍ରମ ଅନୁଷ୍ଠିତ ହୋଇଥିଲା । ଶେଷରେ ଅଧ୍ୟାପକ ପରିଷଦ ପକ୍ଷରୁ ଧନ୍ୟବାଦ ଅର୍ପଣ କରାଯାଇଥିଲା । ଆସନ୍ତା ଶିକ୍ଷାବର୍ଷରେ ନୂତନ ପାଠ୍ୟକ୍ରମ ଖୋଲାଯିବ ବୋଲି ଅଧ୍ୟକ୍ଷ ସୂଚନା ଦେଇଥିଲେ । bbox=[158, 1024, 282, 1529]
reg-dot-black bbox=[1245, 2190, 1258, 2203]
nac-item-value: Executive Officer, NAC, Redhakhol bbox=[424, 1162, 514, 1183]
reg-dot-magenta bbox=[1381, 2190, 1394, 2203]
nac-item-row bbox=[295, 1046, 531, 1070]
utkal-course-header-row bbox=[1022, 733, 1480, 744]
course-column-label: Course bbox=[1022, 733, 1057, 744]
photo-cycle-distribution-art bbox=[951, 37, 1489, 269]
bmc-footer-slogan: Progress Through Partnership for a Better Bhubaneswar bbox=[298, 2126, 644, 2144]
side-article-dateline: କୋରପୁଟ,୩ା୨(ଡି.ଏନ.ଏ)- bbox=[700, 80, 803, 92]
nac-signature bbox=[445, 1187, 531, 1217]
nac-item-value: 11.00 hours of 12.02.2015 bbox=[424, 1148, 524, 1159]
classified-ad: ନିଲାମ ତା ୧୬.୦୨.୨୦୧୫ ଦିନ ୧୧ ଘଟିକାରେ ଅନୁଷ୍ଠିତ ହେବ । ଇଚ୍ଛୁକ ବ୍ୟକ୍ତି ଯୋଗାଯୋଗ କରନ୍ତୁ । ଫୋନ: ୯୪୩୭୧୨୩୪୫୬ bbox=[12, 1140, 150, 1192]
schedule-value: 10th Feb-2015 bbox=[1287, 788, 1355, 799]
bank-notice-left bbox=[548, 968, 1083, 1224]
canal-headline: କେନାଲ ପୋଲ ବିପଦସଙ୍କୁଳ bbox=[196, 616, 630, 661]
lead-body bbox=[20, 94, 692, 302]
nac-item-value: 17.00 hours of 09.02.2015 bbox=[424, 1124, 525, 1135]
schedule-row bbox=[1022, 788, 1480, 799]
color-registration-marks bbox=[1158, 2190, 1258, 2203]
gov-footer-links: ଅଧିକ ବିବରଣୀ ପାଇଁ ଦେଖନ୍ତୁ: www.tenders.gov.in ଏବଂ https://eprocure.gov.in । bbox=[672, 1887, 971, 1898]
column-rule-2 bbox=[674, 310, 675, 616]
schedule-value: 19th Jan-2015 bbox=[1287, 776, 1354, 787]
classified-ad: ଇ-ଟେଣ୍ଡର ସୂଚନା: ବିଡ଼ ଦାଖଲ ଶେଷ ତାରିଖ ୧୮.୦୨.୨୦୧୫, ୧୭:୦୦ ଘଣ୍ଟା । ବିସ୍ତୃତ ବିବରଣୀ ପାଇଁ ଦେଖନ୍ତୁ: www.eastcoastrail.indianrailways.gov.in bbox=[12, 1221, 166, 1273]
bmc-notice-number: No 2706 bbox=[298, 1283, 334, 1294]
nac-item-row bbox=[295, 1122, 531, 1146]
gov-cell: ୩୧.୦୩.୨୦୧୫ bbox=[1149, 1787, 1310, 1883]
gov-signature: ପ୍ର./ ଯୁଗ୍ମ ମହାପ୍ରବନ୍ଧକ (ଏମ.ଏମ.) bbox=[1329, 2143, 1480, 2154]
gov-table-row bbox=[673, 1691, 1480, 1787]
canal-body-bottom: ଏ ବିଷୟରେ ବିଭାଗୀୟ ଯନ୍ତ୍ରୀଙ୍କୁ ପଚାରିବାରୁ ଶୀଘ୍ର ମରାମତି କରାଯିବ ବୋଲି ସେ କହିଛନ୍ତି । ଲୋକେ ଆଶ୍ୱାସନାରେ ସନ୍ତୁଷ୍ଟ ନୁହଁନ୍ତି । bbox=[290, 899, 528, 938]
eligibility-column-label: Eligibility bbox=[1287, 733, 1333, 744]
schedule-value: Rs.200.00 bbox=[1287, 847, 1334, 858]
bmc-subheader-row bbox=[298, 1281, 644, 1300]
utkal-course-row bbox=[1022, 745, 1480, 756]
course-name: 1.Six Months Certificate Course bbox=[1022, 745, 1163, 756]
schedule-row bbox=[1022, 812, 1480, 823]
reg-dot-yellow bbox=[1410, 2190, 1423, 2203]
gov-cell: ୧୨୦ ରୋଲ bbox=[1036, 1691, 1149, 1787]
sai-photo-block bbox=[988, 450, 1246, 600]
nac-item-value: From 10.00 hours of 04.02.2015 bbox=[424, 1100, 502, 1121]
canal-body-left-text: ବ୍ଲକ ଅଞ୍ଚଳ ଦେଇ ଯାଇଥିବା ବାମ କେନାଲ ଉପରେ ଥିବା ପୋଲଗୁଡ଼ିକ ବିପଦସଙ୍କୁଳ ଅବସ୍ଥାରେ ରହିଛି । ପୋଲର ରେଲିଂ ଭାଙ୍ଗି ଯାଇଥିବାରୁ ଯାତାୟାତ ବିପଜ୍ଜନକ ହୋଇପଡ଼ିଛି । ପୋଲ ଉପରଭାଗ ଖସିବାରେ ଲାଗିଛି । bbox=[158, 718, 284, 826]
nac-office-name-line2: COUNCIL, REDHAKHOL bbox=[349, 991, 477, 1003]
gov-cell: ରବର ଗ୍ୟାସକେଟ୍ bbox=[729, 1787, 1036, 1883]
gov-table-row bbox=[673, 1403, 1480, 1499]
utkal-intro-bold: Course in Tamil Language. bbox=[1246, 718, 1387, 730]
reg-dot-yellow bbox=[554, 2190, 567, 2203]
gov-email: email : mmofbal@ofb.gov.in bbox=[1021, 1300, 1131, 1310]
nac-ref-no: NO.81/NAC DATE 12.01.2015 bbox=[355, 1013, 471, 1023]
girls-article bbox=[20, 626, 154, 856]
bmc-cell-count: 1 bbox=[426, 1396, 454, 1516]
cricket-headline-top: ଦେବୀ ମୋହରାଣା ଟ୍ରଫି କ୍ରିକେଟ ଉଦ୍ଯାପିତ bbox=[425, 309, 669, 325]
reg-dot-magenta bbox=[525, 2190, 538, 2203]
lead-body-text: କଳାହାଣ୍ଡି ଜିଲାର ଲୋକଙ୍କ ବହୁ ଦିନର ଦାବି ପୂରଣ ହେବାକୁ ଯାଉଛି । ଇନ୍ଦ୍ରାବତୀ ଉଠା ଜଳସେଚନ ପ୍ରକଳ୍ପ ଦ୍ୱାରା ୬୭୭୪୮ ହେକ୍ଟର ଜମିରେ ପାଣି ମାଡିବ । ପ୍ରଥମ ପର୍ଯ୍ୟାୟରେ ୯୯୯୩ ହେକ୍ଟର ଏବଂ ଦ୍ୱିତୀୟ ପର୍ଯ୍ୟାୟରେ ୩୯୯୯ ହେକ୍ଟର ଜମି ଜଳସେଚିତ ହେବ । ଏଥିପାଇଁ ୨୫୯୯୬.୨୦ ଲକ୍ଷ ଟଙ୍କା ମଞ୍ଜୁର ହୋଇଛି । ଏହି ପ୍ରକଳ୍ପ ଦ୍ୱାରା ଅଞ୍ଚଳର ହଜାର ହଜାର ଚାଷୀ ଉପକୃତ ହେବେ ବୋଲି ଆଶା କରାଯାଉଛି । କାର୍ଯ୍ୟ ଶୀଘ୍ର ଆରମ୍ଭ ହେବ ବୋଲି ବିଭାଗୀୟ ଅଧିକାରୀ ସୂଚନା ଦେଇଛନ୍ତି । ଗୋଟିଏ ପଟେ କେନାଲ ଖନନ କାର୍ଯ୍ୟ ଚାଲିଥିବା ବେଳେ ଅନ୍ୟ ପଟେ ପମ୍ପ ହାଉସ ନିର୍ମାଣ କାର୍ଯ୍ୟ ଶେଷ ପର୍ଯ୍ୟାୟରେ ପହଞ୍ଚିଛି । ସରକାରଙ୍କ ଏହି ପଦକ୍ଷେପକୁ ସ୍ଥାନୀୟ ଲୋକମାନେ ସ୍ୱାଗତ କରିଛନ୍ତି । ଚଳିତ ବର୍ଷ ଖରିଫ ଋତୁରେ ପାଣି ମିଳିବ ବୋଲି ଆଶା କରାଯାଉଛି । ଏହି ପ୍ରକଳ୍ପ ପାଇଁ ଜମି ହରାଇଥିବା ଚାଷୀଙ୍କୁ କ୍ଷତିପୂରଣ ଦିଆଯିବ ବୋଲି ପ୍ରଶାସନ ପକ୍ଷରୁ କୁହାଯାଇଛି । ଏ ସମ୍ପର୍କରେ ବିଭାଗୀୟ କର୍ତ୍ତୃପକ୍ଷଙ୍କୁ ବାରମ୍ବାର ଅଭିଯୋଗ କରାଯାଇଥିଲେ ମଧ୍ୟ କୌଣସି ପଦକ୍ଷେପ ନିଆଯାଇ ନାହିଁ । ସ୍ଥାନୀୟ ଲୋକମାନେ ଏହାର ତୁରନ୍ତ ସମାଧାନ ପାଇଁ ଦାବି କରିଛନ୍ତି । ପ୍ରକଳ୍ପ କାର୍ଯ୍ୟ ତଦାରଖ ପାଇଁ ଉଚ୍ଚସ୍ତରୀୟ କମିଟି ଗଠନ କରାଯାଇଛି । ଆଗାମୀ ଦୁଇ ବର୍ଷ ମଧ୍ୟରେ ସମ୍ପୂର୍ଣ୍ଣ କାର୍ଯ୍ୟ ଶେଷ ହେବ ବୋଲି ଜିଲା ପ୍ରଶାସନ ପକ୍ଷରୁ ସୂଚନା ଦିଆଯାଇଛି । bbox=[20, 95, 692, 216]
lead-headline: ୬୭୭୪୮ ହେକ୍ଟର ଜମିରେ ପାଣି ମାଡିବ bbox=[164, 30, 701, 72]
sai-headline: ଶ୍ରୀ ସତ୍ୟସାଇ ବିଦ୍ୟାମନ୍ଦିର ବାର୍ଷିକ ଉତ୍ସବ bbox=[895, 309, 1277, 334]
gov-cell: ୧ bbox=[673, 1403, 729, 1499]
schedule-label: Procedure of Selection bbox=[1022, 812, 1124, 823]
nac-redhakhol-notice bbox=[288, 964, 538, 1230]
gov-col-qty: ପରିମାଣ (୩) bbox=[1036, 1383, 1149, 1403]
bank-notice-right bbox=[1091, 968, 1486, 1224]
gov-table-row bbox=[673, 1787, 1480, 1883]
side-article bbox=[700, 34, 946, 302]
gov-cell: ୫୦ କ୍ୱି. bbox=[1036, 1499, 1149, 1595]
classified-bold-title: ଭଡ଼ା ସୂତ୍ରରେ bbox=[43, 881, 119, 896]
gov-ref-line: ସଂ. ୫୨୦୭/୭୬୫/ଏମ.ଏମ./ଇ-ପ୍ରକ୍ୟୁରମେଣ୍ଟ/୨୦୧୫, ତା. ୩୧.୦୧.୨୦୧୫ ରିଖ bbox=[672, 1340, 951, 1350]
masthead-separator: | bbox=[1471, 4, 1479, 20]
canal-body-right: ପ୍ରତିଦିନ ଶହ ଶହ ଲୋକ ଏହି ପୋଲ ଦେଇ ଯାତାୟାତ କରୁଛନ୍ତି । ଛୋଟ ବଡ଼ ଦୁର୍ଘଟଣା ଲାଗି ରହିଛି । ସ୍ଥାନୀୟ ଲୋକମାନେ ଏହାର ତୁରନ୍ତ ସମାଧାନ ପାଇଁ ଦାବି କରିଛନ୍ତି । bbox=[528, 705, 662, 785]
gov-table-header-row bbox=[673, 1383, 1480, 1403]
reg-dot-black bbox=[583, 2190, 596, 2203]
nac-item-value: 26(Twenty Six) Nos of CC Road work bbox=[424, 1048, 523, 1069]
gov-cell: ୨୦୦୦ ଟି bbox=[1036, 1595, 1149, 1691]
classified-header-bar: ଟେଣ୍ଡର ବିଜ୍ଞପ୍ତି ନଂ-୨୨ bbox=[12, 1118, 150, 1134]
section-divider-1 bbox=[0, 306, 1500, 307]
column-rule-1 bbox=[418, 310, 419, 616]
gov-cell: ୨୫.୦୩.୨୦୧୫ bbox=[1310, 1691, 1480, 1787]
score-figure: ୫୦ bbox=[424, 351, 465, 385]
nac-item-value: 3 (Three) Months bbox=[424, 1086, 490, 1097]
schedule-label: Cost of application form bbox=[1022, 847, 1128, 858]
photo-canal-caption: ଇତ୍ୟବସ୍ଥା ବାମ କେନାଲ ରାସ୍ତାର ପୋଲ । bbox=[290, 882, 438, 892]
bank-col-property: ସମ୍ପତ୍ତିର ବିବରଣୀ bbox=[922, 1036, 1082, 1062]
possession-notice-body: ଯେହେତୁ ଆଲ୍ଲାହାବାଦ ବ୍ୟାଙ୍କର ପ୍ରାଧିକୃତ ଅଧିକାରୀ ଭାବରେ ନିମ୍ନସ୍ୱାକ୍ଷରକାରୀ ସିକ୍ୟୁରିଟାଇଜେସନ ଆଣ୍ଡ ରିକନଷ୍ଟ୍ରକ୍ସନ ଅଫ ଫାଇନାନସିଆଲ ଆସେଟ୍ସ ଆଣ୍ଡ ଏନଫୋର୍ସମେଣ୍ଟ ଅଫ ସିକ୍ୟୁରିଟି ଇଣ୍ଟରେଷ୍ଟ ଆକ୍ଟ ୨୦୦୨ ର ଧାରା ୧୩(୧୨) ଅଧୀନରେ ପ୍ରଦତ୍ତ କ୍ଷମତା ବଳରେ ଋଣଗ୍ରହୀତାଙ୍କୁ ଦାବି ବିଜ୍ଞପ୍ତି ଜାରି କରିଥିଲେ । ଧାର୍ଯ୍ୟ ସମୟ ମଧ୍ୟରେ ରାଶି ପରିଶୋଧ ନହେବାରୁ ଧାରା ୧୩(୪) ଅନୁସାରେ ନିମ୍ନ ବର୍ଣ୍ଣିତ ସମ୍ପତ୍ତିର ଦଖଲ ନିଆଯାଇଛି । ସର୍ବସାଧାରଣ ତଥା ଋଣଗ୍ରହୀତାଙ୍କୁ ଏତଦ୍ୱାରା ସୂଚନା ଦିଆଯାଉଛି ଯେ ଉକ୍ତ ସମ୍ପତ୍ତି ସହିତ କୌଣସି କାରବାର ନକରିବାକୁ ପରାମର୍ଶ ଦିଆଯାଉଛି । ଉକ୍ତ ସମ୍ପତ୍ତି ସହ ହେଉଥିବା ଯେକୌଣସି କାରବାର ଆଲ୍ଲାହାବାଦ ବ୍ୟାଙ୍କର ଦାବି ଅଧୀନରେ ରହିବ । bbox=[1099, 1003, 1486, 1064]
utkal-fee-note: All fees are to be remitted in form of challan/bank draft in favour of Utkal University of Culture payable at Bhubaneswar in any Nationalised Bank. For any query contact at 8280243448 bbox=[1022, 874, 1480, 896]
schedule-value: Admission on the spot bbox=[1287, 812, 1396, 823]
nac-sign-line1: SD/-Executive Officer bbox=[444, 1187, 531, 1197]
classified-header-bar: EMD (New) - 15 bbox=[12, 1011, 150, 1026]
bank-name: ଆଲ୍ଲାହାବାଦ ବ୍ୟାଙ୍କ bbox=[588, 968, 806, 995]
nac-eprocurement-title: E- PROCUREMENT NOTICE bbox=[357, 1003, 469, 1013]
bmc-sign-line2: Bhubaneswar Municipal Corporation bbox=[482, 1732, 644, 1744]
gov-header-line4: (ଫୋନ ନଂ. ୦୬୬୫୨-୨୬୦୭୫୭, ଫ୍ୟାକ୍ସ ନଂ. ୦୬୬୫୨-୨୬୦୫୫୫, ୦୬୬୫-୨୬୦୩୪୫) bbox=[924, 1290, 1228, 1300]
gov-cell: ପେପର କ୍ରାଫ୍ଟ ରୋଲ bbox=[729, 1691, 1036, 1787]
bmc-paragraph-interview: The eligible candidates may attend the walk-in-interview on 10.02.2015 at 11 A.M. The candidates should attend the interview with their BIO DATA with all documents supporting to date of birth, qualification and experience. All the appointments are purely temporary in nature and can be terminated at any time without any prior notice. Continuance of the posts is subject to satisfactory performance. bbox=[298, 1563, 644, 1650]
classified-bold-title: ଟେକ୍ନି ଯାଆର କ୍ଲାସ bbox=[23, 902, 139, 918]
allahabad-bank-notice bbox=[542, 962, 1492, 1230]
gov-cell: କାର୍ଡବୋର୍ଡ କଣ୍ଟେନର bbox=[729, 1595, 1036, 1691]
kesinga-body bbox=[158, 1024, 282, 1530]
reg-dot-yellow bbox=[254, 2190, 267, 2203]
university-address: Sardar Patel Hall Complex, Unit - II, Bhubaneswar-751 009 bbox=[1144, 626, 1406, 637]
gov-cell: ୦୧.୦୪.୨୦୧୫ bbox=[1310, 1787, 1480, 1883]
nac-item-label: 1. Name of the Work bbox=[295, 1048, 373, 1059]
reg-dot-magenta bbox=[767, 2190, 780, 2203]
bank-place-date: ସ୍ଥାନ: ବୁଢାରଜା, ତା.୦୩.୦୨.୨୦୧୫ bbox=[548, 1091, 649, 1101]
kesinga-dateline: କେସିଂଝା,୩ା୨(ଡି.ଏନ.ଏ)- bbox=[158, 1024, 245, 1035]
bank-header bbox=[548, 968, 1083, 1006]
canal-body-columns: ଏ ସମ୍ପର୍କରେ ବିଭାଗୀୟ କର୍ତ୍ତୃପକ୍ଷଙ୍କୁ ବାରମ୍ବାର ଅଭିଯୋଗ କରାଯାଇଥିଲେ ମଧ୍ୟ କୌଣସି ପଦକ୍ଷେପ ନିଆଯାଇ ନାହିଁ । ବର୍ଷ ବର୍ଷ ଧରି ମରାମତି ହୋଇନଥିବାରୁ ପୋଲର ଅବସ୍ଥା ଶୋଚନୀୟ ହୋଇପଡ଼ିଛି । ରାତି ସମୟରେ ଆଲୋକ ବ୍ୟବସ୍ଥା ନଥିବାରୁ ବିପଦ ଆଶଙ୍କା ବଢ଼ିଯାଇଛି । ସ୍କୁଲ ପିଲାମାନେ ଏହି ପୋଲ ଦେଇ ଯିବା ଆସିବା କରୁଥିବାରୁ ଅଭିଭାବକମାନେ ଚିନ୍ତିତ ଅଛନ୍ତି । ସ୍ଥାନୀୟ ଲୋକମାନେ ଏହାର ତୁରନ୍ତ ସମାଧାନ ପାଇଁ ଦାବି କରିଛନ୍ତି । ତୁରନ୍ତ ମରାମତି ନହେଲେ ବଡ଼ ଦୁର୍ଘଟଣା ଘଟିବା ଆଶଙ୍କା ରହିଛି ବୋଲି ସ୍ଥାନୀୟ ଲୋକେ କହିଛନ୍ତି । ପୋଲ ମରାମତି ପାଇଁ ପ୍ରସ୍ତାବ ପଠାଯାଇଥିଲେ ମଧ୍ୟ ଅର୍ଥ ମଞ୍ଜୁର ହୋଇନାହିଁ । bbox=[668, 677, 1006, 784]
classified-pr-number: PR - 607/91/4-15 bbox=[12, 2162, 72, 2172]
reg-dot-magenta bbox=[225, 2190, 238, 2203]
admission-notification-title: ADMISSION NOTIFICATION bbox=[1092, 690, 1410, 713]
admission-schedule-title: Admission Schedule bbox=[1022, 760, 1141, 774]
bmc-header bbox=[298, 1242, 644, 1281]
nac-office-name-line1: OFFICE OF THE NOTIFIED AREA bbox=[327, 979, 499, 991]
bmc-cell-qualification: Retired Sr Draftsman from Govt. & Semi Govt. or BDA/DODO etc. bbox=[549, 1396, 644, 1516]
gov-cell: ୧୧.୦୩.୨୦୧୫ bbox=[1310, 1499, 1480, 1595]
schedule-label: Commencement of sale of application form and admission bbox=[1022, 776, 1280, 787]
gov-cell: ୩ bbox=[673, 1595, 729, 1691]
bank-cell-demand: ୦୪.୦୯.୨୦୧୪ ଟ.୭,୯୭,୪୪୭/- + ସୁଧ bbox=[760, 1062, 850, 1088]
nac-item-label: 5. Last Date & Time of receipt of bids in the portal bbox=[295, 1124, 417, 1145]
color-registration-marks bbox=[738, 2190, 838, 2203]
bmc-cell-age: The age of the candidate must not be more than 62 years as on 01.01.2015 bbox=[454, 1396, 549, 1516]
reg-square bbox=[380, 2192, 391, 2210]
bmc-notice-title: Contractual Engagement bbox=[385, 1283, 534, 1297]
reg-dot-cyan bbox=[1158, 2190, 1171, 2203]
reg-dot-black bbox=[283, 2190, 296, 2203]
nac-email: E-mail : nacredhakhol@gmail.com bbox=[352, 970, 474, 979]
